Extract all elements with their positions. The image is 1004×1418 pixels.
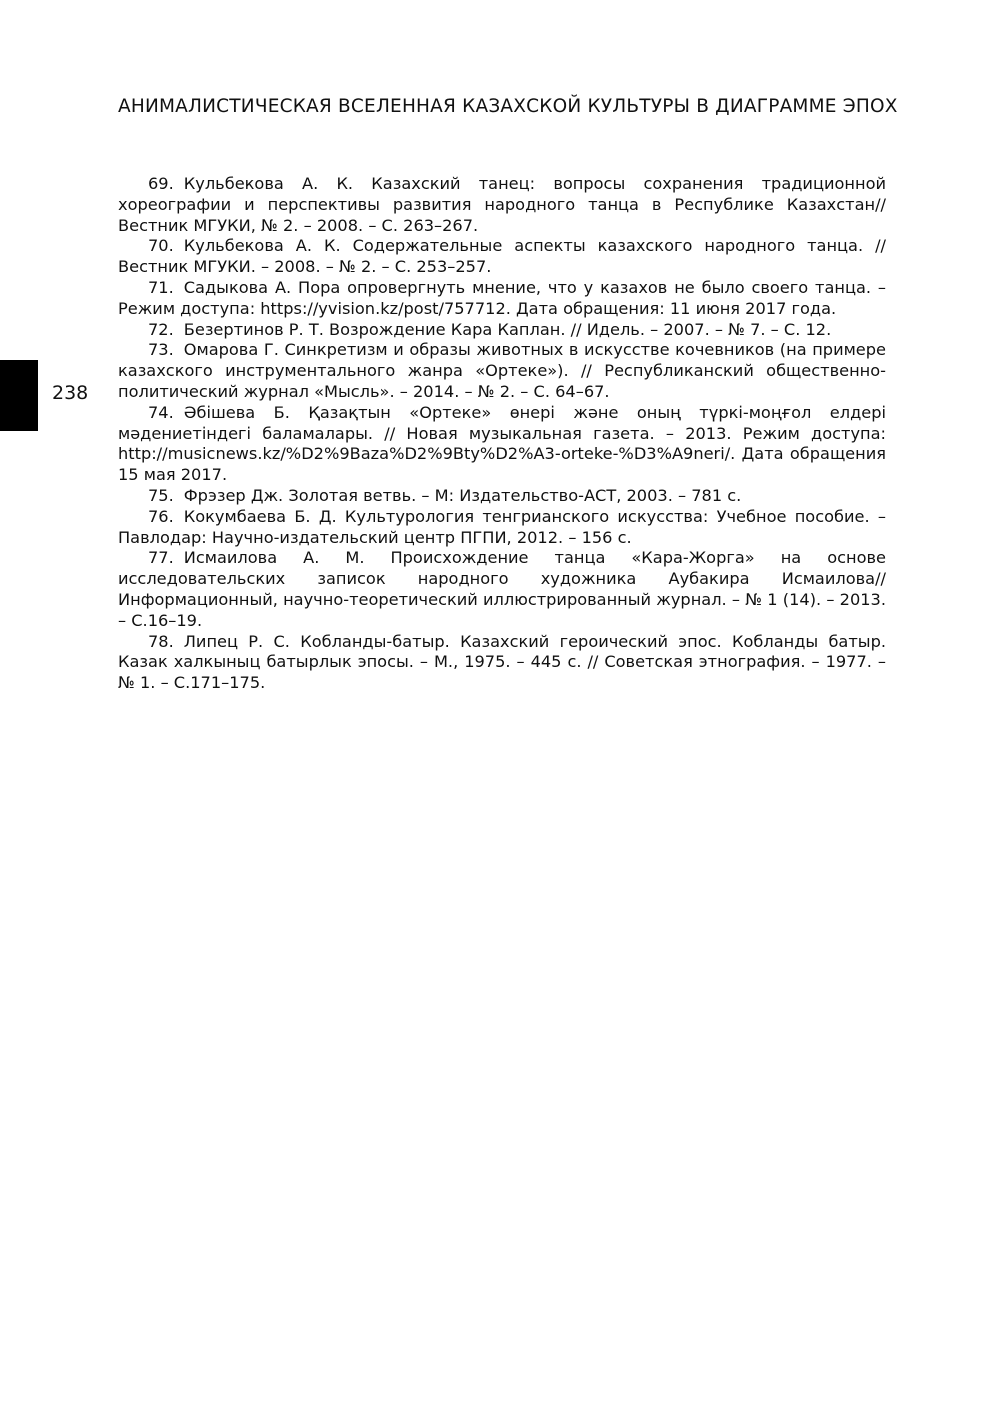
reference-number: 72.	[148, 319, 174, 339]
reference-text: Омарова Г. Синкретизм и образы животных в искусстве кочевников (на примере казахского инструментального жанра «Ортеке»). // Республиканский общественно-политический журнал «Мысль». – 2014. – № 2. – С. 64–67.	[118, 340, 886, 401]
reference-number: 78.	[148, 631, 174, 651]
reference-number: 73.	[148, 340, 174, 360]
reference-number: 70.	[148, 236, 174, 256]
reference-number: 76.	[148, 506, 174, 526]
reference-item	[118, 632, 886, 694]
reference-text: Кокумбаева Б. Д. Культурология тенгрианского искусства: Учебное пособие. – Павлодар: Научно-издательский центр ПГПИ, 2012. – 156 с.	[118, 506, 886, 547]
reference-text: Липец Р. С. Кобланды-батыр. Казахский героический эпос. Кобланды батыр. Казак халкыныц батырлык эпосы. – М., 1975. – 445 с. // Советская этнография. – 1977. – № 1. – С.171–175.	[118, 631, 886, 693]
reference-item	[118, 403, 886, 486]
reference-number: 75.	[148, 485, 174, 505]
reference-item	[118, 548, 886, 631]
reference-number: 74.	[148, 402, 174, 422]
reference-text: Исмаилова А. М. Происхождение танца «Кара-Жорга» на основе исследовательских записок народного художника Аубакира Исмаилова//Информационный, научно-теоретический иллюстрированный журнал. – № 1 (14). – 2013. – С.16–19.	[118, 548, 886, 630]
reference-item	[118, 278, 886, 320]
reference-number: 77.	[148, 548, 174, 568]
reference-item	[118, 486, 886, 507]
reference-text: Кульбекова А. К. Содержательные аспекты казахского народного танца. // Вестник МГУКИ. – 2008. – № 2. – С. 253–257.	[118, 236, 886, 277]
reference-item	[118, 507, 886, 549]
reference-item	[118, 174, 886, 236]
reference-text: Садыкова А. Пора опровергнуть мнение, что у казахов не было своего танца. – Режим доступа: https://yvision.kz/post/757712. Дата обращения: 11 июня 2017 года.	[118, 277, 886, 318]
reference-text: Фрэзер Дж. Золотая ветвь. – М: Издательство-АСТ, 2003. – 781 с.	[183, 485, 742, 505]
reference-text: Әбішева Б. Қазақтын «Ортеке» өнері және оның түркі-моңғол елдері мәдениетіндегі баламалары. // Новая музыкальная газета. – 2013. Режим доступа: http://musicnews.kz/%D2%9Baza%D2%9Bty%D2%A3-orteke-%D3%A9neri/. Дата обращения 15 мая 2017.	[118, 402, 886, 485]
reference-text: Безертинов Р. Т. Возрождение Кара Каплан. // Идель. – 2007. – № 7. – С. 12.	[183, 319, 832, 339]
reference-text: Кульбекова А. К. Казахский танец: вопросы сохранения традиционной хореографии и перспективы развития народного танца в Республике Казахстан//Вестник МГУКИ, № 2. – 2008. – С. 263–267.	[118, 174, 886, 235]
reference-list	[118, 174, 886, 694]
reference-item	[118, 320, 886, 341]
page-number: 238	[52, 382, 89, 404]
reference-item	[118, 236, 886, 278]
reference-number: 71.	[148, 277, 174, 297]
reference-number: 69.	[148, 174, 174, 193]
running-header-title: АНИМАЛИСТИЧЕСКАЯ ВСЕЛЕННАЯ КАЗАХСКОЙ КУЛЬТУРЫ В ДИАГРАММЕ ЭПОХ	[118, 96, 898, 117]
page-edge-tab	[0, 360, 38, 431]
reference-item	[118, 340, 886, 402]
